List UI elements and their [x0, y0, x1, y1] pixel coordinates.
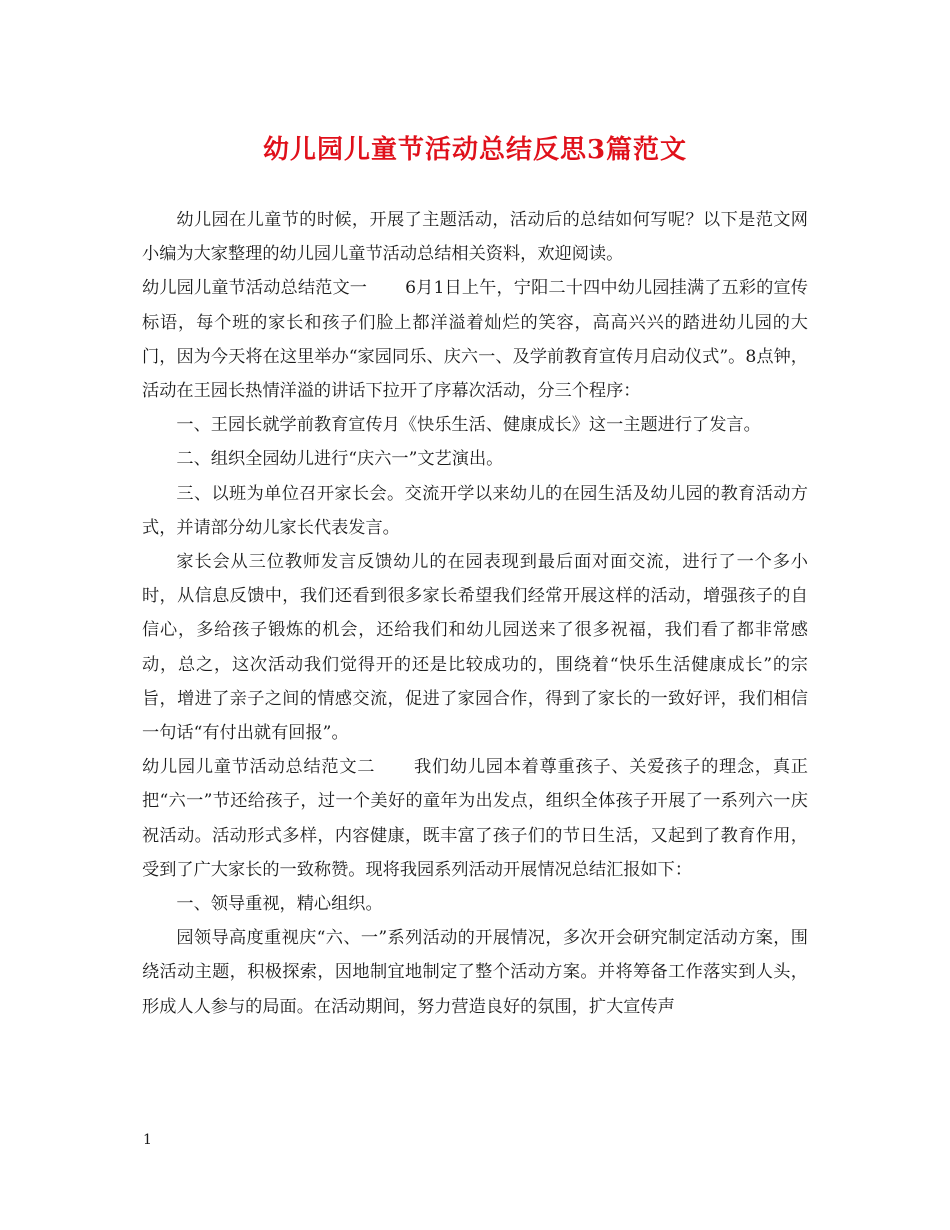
section-one-lead: 6月1日上午，宁阳二十四中幼儿园挂满了五彩的宣传标语，每个班的家长和孩子们脸上都洋溢着灿烂的笑容，高高兴兴的踏进幼儿园的大门，因为今天将在这里举办“家园同乐、庆六一、及学前教育宣传月启动仪式”。8点钟，活动在王园长热情洋溢的讲话下拉开了序幕次活动，分三个程序： [142, 278, 808, 402]
section-one-body: 家长会从三位教师发言反馈幼儿的在园表现到最后面对面交流，进行了一个多小时，从信息反馈中，我们还看到很多家长希望我们经常开展这样的活动，增强孩子的自信心，多给孩子锻炼的机会，还给我们和幼儿园送来了很多祝福，我们看了都非常感动，总之，这次活动我们觉得开的还是比较成功的，围绕着“快乐生活健康成长”的宗旨，增进了亲子之间的情感交流，促进了家园合作，得到了家长的一致好评，我们相信一句话“有付出就有回报”。 [142, 552, 808, 744]
section-one-heading: 幼儿园儿童节活动总结范文一 [142, 278, 368, 299]
section-two-paragraph [142, 750, 808, 887]
section-one-item-2: 二、组织全园幼儿进行“庆六一”文艺演出。 [176, 449, 504, 470]
section-one-paragraph [142, 271, 808, 408]
document-body [142, 203, 808, 1024]
section-two-item-1: 一、领导重视，精心组织。 [176, 894, 383, 915]
intro-paragraph: 幼儿园在儿童节的时候，开展了主题活动，活动后的总结如何写呢？以下是范文网小编为大家整理的幼儿园儿童节活动总结相关资料，欢迎阅读。 [142, 210, 808, 265]
section-two-heading: 幼儿园儿童节活动总结范文二 [142, 757, 376, 778]
page-title: 幼儿园儿童节活动总结反思3篇范文 [262, 135, 688, 165]
page-number: 1 [143, 1132, 152, 1148]
section-one-item-3: 三、以班为单位召开家长会。交流开学以来幼儿的在园生活及幼儿园的教育活动方式，并请部分幼儿家长代表发言。 [142, 483, 808, 538]
section-one-item-1: 一、王园长就学前教育宣传月《快乐生活、健康成长》这一主题进行了发言。 [176, 415, 761, 436]
section-two-lead: 我们幼儿园本着尊重孩子、关爱孩子的理念，真正把“六一”节还给孩子，过一个美好的童年为出发点，组织全体孩子开展了一系列六一庆祝活动。活动形式多样，内容健康，既丰富了孩子们的节日生活，又起到了教育作用，受到了广大家长的一致称赞。现将我园系列活动开展情况总结汇报如下： [142, 757, 808, 880]
section-two-body: 园领导高度重视庆“六、一”系列活动的开展情况，多次开会研究制定活动方案，围绕活动主题，积极探索，因地制宜地制定了整个活动方案。并将筹备工作落实到人头，形成人人参与的局面。在活动期间，努力营造良好的氛围，扩大宣传声 [142, 928, 808, 1017]
